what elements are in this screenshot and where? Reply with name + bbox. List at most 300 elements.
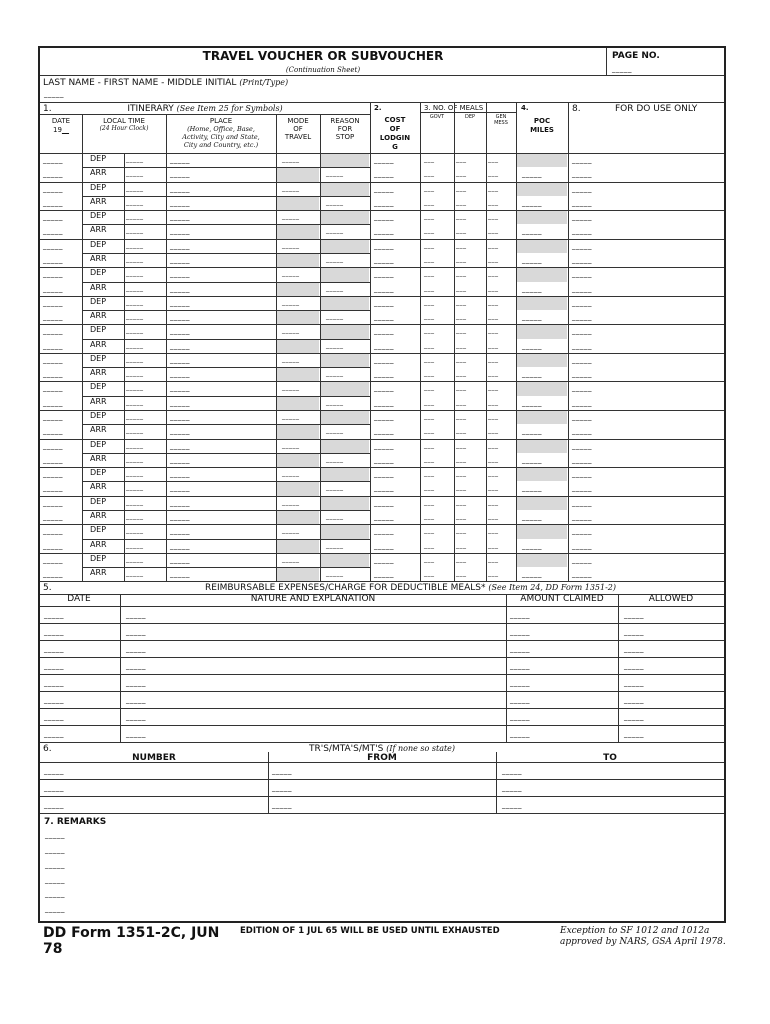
remarks-line[interactable]: _____	[45, 890, 65, 899]
date-field[interactable]: _____	[43, 455, 63, 464]
place-field[interactable]: _____	[170, 184, 190, 193]
date-field[interactable]: _____	[43, 413, 63, 422]
poc-miles-field[interactable]: _____	[522, 455, 542, 464]
mode-field[interactable]: _____	[282, 527, 300, 535]
mode-field[interactable]: _____	[282, 384, 300, 392]
poc-miles-field[interactable]: _____	[522, 341, 542, 350]
time-field[interactable]: _____	[126, 227, 144, 235]
lodging-cost-field[interactable]: _____	[374, 227, 394, 236]
lodging-cost-field[interactable]: _____	[374, 384, 394, 393]
place-field[interactable]: _____	[170, 455, 190, 464]
dod-field[interactable]: _____	[572, 470, 592, 479]
meals-gen-field[interactable]: ___	[488, 355, 499, 363]
date-field[interactable]: _____	[43, 270, 63, 279]
time-field[interactable]: _____	[126, 470, 144, 478]
meals-govt-field[interactable]: ___	[424, 284, 435, 292]
reason-field[interactable]: _____	[326, 570, 344, 578]
place-field[interactable]: _____	[170, 541, 190, 550]
reason-field[interactable]: _____	[326, 427, 344, 435]
place-field[interactable]: _____	[170, 327, 190, 336]
meals-dep-field[interactable]: ___	[456, 398, 467, 406]
dod-field[interactable]: _____	[572, 427, 592, 436]
dod-field[interactable]: _____	[572, 541, 592, 550]
date-field[interactable]: _____	[43, 527, 63, 536]
meals-gen-field[interactable]: ___	[488, 198, 499, 206]
dod-field[interactable]: _____	[572, 270, 592, 279]
lodging-cost-field[interactable]: _____	[374, 355, 394, 364]
place-field[interactable]: _____	[170, 241, 190, 250]
tr-to-field[interactable]: _____	[502, 784, 522, 793]
expense-date-field[interactable]: _____	[44, 645, 64, 654]
dod-field[interactable]: _____	[572, 455, 592, 464]
lodging-cost-field[interactable]: _____	[374, 555, 394, 564]
meals-gen-field[interactable]: ___	[488, 484, 499, 492]
reason-field[interactable]: _____	[326, 398, 344, 406]
expense-allowed-field[interactable]: _____	[624, 645, 644, 654]
dod-field[interactable]: _____	[572, 384, 592, 393]
dod-field[interactable]: _____	[572, 284, 592, 293]
meals-dep-field[interactable]: ___	[456, 241, 467, 249]
remarks-line[interactable]: _____	[45, 875, 65, 884]
expense-nature-field[interactable]: _____	[126, 611, 146, 620]
dod-field[interactable]: _____	[572, 355, 592, 364]
time-field[interactable]: _____	[126, 270, 144, 278]
meals-govt-field[interactable]: ___	[424, 384, 435, 392]
meals-govt-field[interactable]: ___	[424, 198, 435, 206]
time-field[interactable]: _____	[126, 255, 144, 263]
reason-field[interactable]: _____	[326, 313, 344, 321]
lodging-cost-field[interactable]: _____	[374, 327, 394, 336]
mode-field[interactable]: _____	[282, 413, 300, 421]
date-field[interactable]: _____	[43, 198, 63, 207]
meals-govt-field[interactable]: ___	[424, 427, 435, 435]
meals-dep-field[interactable]: ___	[456, 270, 467, 278]
mode-field[interactable]: _____	[282, 470, 300, 478]
time-field[interactable]: _____	[126, 170, 144, 178]
date-field[interactable]: _____	[43, 213, 63, 222]
meals-govt-field[interactable]: ___	[424, 370, 435, 378]
dod-field[interactable]: _____	[572, 527, 592, 536]
lodging-cost-field[interactable]: _____	[374, 570, 394, 579]
remarks-line[interactable]: _____	[45, 846, 65, 855]
time-field[interactable]: _____	[126, 198, 144, 206]
poc-miles-field[interactable]: _____	[522, 227, 542, 236]
mode-field[interactable]: _____	[282, 498, 300, 506]
dod-field[interactable]: _____	[572, 555, 592, 564]
place-field[interactable]: _____	[170, 384, 190, 393]
meals-gen-field[interactable]: ___	[488, 156, 499, 163]
time-field[interactable]: _____	[126, 370, 144, 378]
date-field[interactable]: _____	[43, 384, 63, 393]
poc-miles-field[interactable]: _____	[522, 398, 542, 407]
time-field[interactable]: _____	[126, 498, 144, 506]
place-field[interactable]: _____	[170, 255, 190, 264]
meals-govt-field[interactable]: ___	[424, 570, 435, 578]
lodging-cost-field[interactable]: _____	[374, 298, 394, 307]
lodging-cost-field[interactable]: _____	[374, 427, 394, 436]
meals-gen-field[interactable]: ___	[488, 441, 499, 449]
mode-field[interactable]: _____	[282, 298, 300, 306]
meals-dep-field[interactable]: ___	[456, 298, 467, 306]
time-field[interactable]: _____	[126, 527, 144, 535]
meals-gen-field[interactable]: ___	[488, 570, 499, 578]
place-field[interactable]: _____	[170, 441, 190, 450]
time-field[interactable]: _____	[126, 241, 144, 249]
meals-dep-field[interactable]: ___	[456, 470, 467, 478]
date-field[interactable]: _____	[43, 541, 63, 550]
lodging-cost-field[interactable]: _____	[374, 484, 394, 493]
meals-govt-field[interactable]: ___	[424, 541, 435, 549]
meals-dep-field[interactable]: ___	[456, 370, 467, 378]
remarks-line[interactable]: _____	[45, 904, 65, 913]
date-field[interactable]: _____	[43, 156, 63, 164]
date-field[interactable]: _____	[43, 184, 63, 193]
meals-govt-field[interactable]: ___	[424, 184, 435, 192]
date-field[interactable]: _____	[43, 484, 63, 493]
time-field[interactable]: _____	[126, 427, 144, 435]
lodging-cost-field[interactable]: _____	[374, 498, 394, 507]
meals-dep-field[interactable]: ___	[456, 441, 467, 449]
meals-gen-field[interactable]: ___	[488, 513, 499, 520]
expense-amount-field[interactable]: _____	[510, 645, 530, 654]
lodging-cost-field[interactable]: _____	[374, 441, 394, 450]
time-field[interactable]: _____	[126, 184, 144, 192]
meals-govt-field[interactable]: ___	[424, 270, 435, 278]
meals-dep-field[interactable]: ___	[456, 313, 467, 321]
tr-from-field[interactable]: _____	[272, 784, 292, 793]
date-field[interactable]: _____	[43, 298, 63, 307]
lodging-cost-field[interactable]: _____	[374, 255, 394, 264]
meals-dep-field[interactable]: ___	[456, 227, 467, 235]
meals-gen-field[interactable]: ___	[488, 327, 499, 335]
place-field[interactable]: _____	[170, 284, 190, 293]
lodging-cost-field[interactable]: _____	[374, 313, 394, 322]
meals-govt-field[interactable]: ___	[424, 513, 435, 520]
date-field[interactable]: _____	[43, 470, 63, 479]
page-no-field[interactable]: _____	[612, 65, 632, 73]
dod-field[interactable]: _____	[572, 255, 592, 264]
time-field[interactable]: _____	[126, 156, 144, 163]
name-field[interactable]: _____	[44, 90, 64, 98]
dod-field[interactable]: _____	[572, 298, 592, 307]
mode-field[interactable]: _____	[282, 184, 300, 192]
lodging-cost-field[interactable]: _____	[374, 470, 394, 479]
meals-gen-field[interactable]: ___	[488, 341, 499, 349]
dod-field[interactable]: _____	[572, 398, 592, 407]
poc-miles-field[interactable]: _____	[522, 570, 542, 579]
place-field[interactable]: _____	[170, 484, 190, 493]
meals-dep-field[interactable]: ___	[456, 455, 467, 463]
time-field[interactable]: _____	[126, 455, 144, 463]
meals-gen-field[interactable]: ___	[488, 541, 499, 549]
meals-dep-field[interactable]: ___	[456, 284, 467, 292]
expense-amount-field[interactable]: _____	[510, 611, 530, 620]
dod-field[interactable]: _____	[572, 413, 592, 422]
date-field[interactable]: _____	[43, 513, 63, 521]
meals-dep-field[interactable]: ___	[456, 170, 467, 178]
place-field[interactable]: _____	[170, 313, 190, 322]
dod-field[interactable]: _____	[572, 327, 592, 336]
meals-govt-field[interactable]: ___	[424, 484, 435, 492]
lodging-cost-field[interactable]: _____	[374, 398, 394, 407]
date-field[interactable]: _____	[43, 441, 63, 450]
place-field[interactable]: _____	[170, 341, 190, 350]
meals-dep-field[interactable]: ___	[456, 341, 467, 349]
date-field[interactable]: _____	[43, 427, 63, 436]
meals-dep-field[interactable]: ___	[456, 384, 467, 392]
poc-miles-field[interactable]: _____	[522, 198, 542, 207]
remarks-line[interactable]: _____	[45, 860, 65, 869]
tr-from-field[interactable]: _____	[272, 767, 292, 776]
place-field[interactable]: _____	[170, 213, 190, 222]
tr-from-field[interactable]: _____	[272, 801, 292, 810]
mode-field[interactable]: _____	[282, 241, 300, 249]
poc-miles-field[interactable]: _____	[522, 170, 542, 179]
meals-dep-field[interactable]: ___	[456, 413, 467, 421]
expense-amount-field[interactable]: _____	[510, 662, 530, 671]
meals-dep-field[interactable]: ___	[456, 184, 467, 192]
meals-govt-field[interactable]: ___	[424, 527, 435, 535]
dod-field[interactable]: _____	[572, 570, 592, 579]
reason-field[interactable]: _____	[326, 284, 344, 292]
expense-allowed-field[interactable]: _____	[624, 730, 644, 739]
place-field[interactable]: _____	[170, 427, 190, 436]
meals-govt-field[interactable]: ___	[424, 213, 435, 221]
place-field[interactable]: _____	[170, 398, 190, 407]
meals-dep-field[interactable]: ___	[456, 427, 467, 435]
meals-gen-field[interactable]: ___	[488, 170, 499, 178]
meals-govt-field[interactable]: ___	[424, 441, 435, 449]
place-field[interactable]: _____	[170, 370, 190, 379]
place-field[interactable]: _____	[170, 270, 190, 279]
meals-govt-field[interactable]: ___	[424, 398, 435, 406]
time-field[interactable]: _____	[126, 570, 144, 578]
place-field[interactable]: _____	[170, 498, 190, 507]
meals-govt-field[interactable]: ___	[424, 156, 435, 163]
meals-dep-field[interactable]: ___	[456, 570, 467, 578]
expense-date-field[interactable]: _____	[44, 628, 64, 637]
meals-dep-field[interactable]: ___	[456, 198, 467, 206]
meals-gen-field[interactable]: ___	[488, 370, 499, 378]
time-field[interactable]: _____	[126, 313, 144, 321]
time-field[interactable]: _____	[126, 513, 144, 520]
reason-field[interactable]: _____	[326, 255, 344, 263]
lodging-cost-field[interactable]: _____	[374, 156, 394, 164]
expense-nature-field[interactable]: _____	[126, 662, 146, 671]
place-field[interactable]: _____	[170, 156, 190, 164]
time-field[interactable]: _____	[126, 284, 144, 292]
date-field[interactable]: _____	[43, 341, 63, 350]
meals-govt-field[interactable]: ___	[424, 241, 435, 249]
mode-field[interactable]: _____	[282, 156, 300, 163]
dod-field[interactable]: _____	[572, 313, 592, 322]
meals-gen-field[interactable]: ___	[488, 298, 499, 306]
reason-field[interactable]: _____	[326, 198, 344, 206]
meals-gen-field[interactable]: ___	[488, 427, 499, 435]
lodging-cost-field[interactable]: _____	[374, 241, 394, 250]
dod-field[interactable]: _____	[572, 227, 592, 236]
reason-field[interactable]: _____	[326, 541, 344, 549]
meals-govt-field[interactable]: ___	[424, 255, 435, 263]
lodging-cost-field[interactable]: _____	[374, 213, 394, 222]
dod-field[interactable]: _____	[572, 170, 592, 179]
expense-nature-field[interactable]: _____	[126, 730, 146, 739]
meals-gen-field[interactable]: ___	[488, 227, 499, 235]
expense-nature-field[interactable]: _____	[126, 679, 146, 688]
date-field[interactable]: _____	[43, 398, 63, 407]
poc-miles-field[interactable]: _____	[522, 427, 542, 436]
expense-amount-field[interactable]: _____	[510, 679, 530, 688]
place-field[interactable]: _____	[170, 570, 190, 579]
place-field[interactable]: _____	[170, 470, 190, 479]
place-field[interactable]: _____	[170, 198, 190, 207]
place-field[interactable]: _____	[170, 298, 190, 307]
poc-miles-field[interactable]: _____	[522, 313, 542, 322]
poc-miles-field[interactable]: _____	[522, 284, 542, 293]
expense-allowed-field[interactable]: _____	[624, 628, 644, 637]
meals-gen-field[interactable]: ___	[488, 498, 499, 506]
time-field[interactable]: _____	[126, 341, 144, 349]
lodging-cost-field[interactable]: _____	[374, 170, 394, 179]
date-field[interactable]: _____	[43, 241, 63, 250]
date-field[interactable]: _____	[43, 370, 63, 379]
tr-to-field[interactable]: _____	[502, 767, 522, 776]
place-field[interactable]: _____	[170, 413, 190, 422]
expense-date-field[interactable]: _____	[44, 713, 64, 722]
date-field[interactable]: _____	[43, 284, 63, 293]
time-field[interactable]: _____	[126, 541, 144, 549]
date-field[interactable]: _____	[43, 327, 63, 336]
lodging-cost-field[interactable]: _____	[374, 270, 394, 279]
place-field[interactable]: _____	[170, 513, 190, 521]
expense-amount-field[interactable]: _____	[510, 730, 530, 739]
dod-field[interactable]: _____	[572, 213, 592, 222]
lodging-cost-field[interactable]: _____	[374, 284, 394, 293]
reason-field[interactable]: _____	[326, 513, 344, 520]
meals-dep-field[interactable]: ___	[456, 355, 467, 363]
meals-dep-field[interactable]: ___	[456, 513, 467, 520]
meals-dep-field[interactable]: ___	[456, 555, 467, 563]
meals-dep-field[interactable]: ___	[456, 156, 467, 163]
meals-govt-field[interactable]: ___	[424, 355, 435, 363]
mode-field[interactable]: _____	[282, 441, 300, 449]
meals-gen-field[interactable]: ___	[488, 241, 499, 249]
meals-gen-field[interactable]: ___	[488, 284, 499, 292]
expense-allowed-field[interactable]: _____	[624, 662, 644, 671]
mode-field[interactable]: _____	[282, 355, 300, 363]
time-field[interactable]: _____	[126, 555, 144, 563]
lodging-cost-field[interactable]: _____	[374, 541, 394, 550]
dod-field[interactable]: _____	[572, 241, 592, 250]
meals-gen-field[interactable]: ___	[488, 527, 499, 535]
place-field[interactable]: _____	[170, 355, 190, 364]
meals-govt-field[interactable]: ___	[424, 413, 435, 421]
reason-field[interactable]: _____	[326, 455, 344, 463]
meals-dep-field[interactable]: ___	[456, 327, 467, 335]
date-field[interactable]: _____	[43, 255, 63, 264]
expense-allowed-field[interactable]: _____	[624, 696, 644, 705]
meals-gen-field[interactable]: ___	[488, 213, 499, 221]
meals-dep-field[interactable]: ___	[456, 527, 467, 535]
date-field[interactable]: _____	[43, 313, 63, 322]
expense-nature-field[interactable]: _____	[126, 696, 146, 705]
meals-gen-field[interactable]: ___	[488, 555, 499, 563]
tr-number-field[interactable]: _____	[44, 767, 64, 776]
date-field[interactable]: _____	[43, 227, 63, 236]
lodging-cost-field[interactable]: _____	[374, 370, 394, 379]
meals-govt-field[interactable]: ___	[424, 327, 435, 335]
time-field[interactable]: _____	[126, 384, 144, 392]
expense-amount-field[interactable]: _____	[510, 696, 530, 705]
dod-field[interactable]: _____	[572, 341, 592, 350]
expense-date-field[interactable]: _____	[44, 679, 64, 688]
meals-gen-field[interactable]: ___	[488, 255, 499, 263]
time-field[interactable]: _____	[126, 355, 144, 363]
time-field[interactable]: _____	[126, 298, 144, 306]
meals-dep-field[interactable]: ___	[456, 213, 467, 221]
meals-dep-field[interactable]: ___	[456, 541, 467, 549]
expense-nature-field[interactable]: _____	[126, 713, 146, 722]
expense-nature-field[interactable]: _____	[126, 645, 146, 654]
dod-field[interactable]: _____	[572, 441, 592, 450]
lodging-cost-field[interactable]: _____	[374, 527, 394, 536]
date-field[interactable]: _____	[43, 555, 63, 564]
lodging-cost-field[interactable]: _____	[374, 341, 394, 350]
meals-govt-field[interactable]: ___	[424, 498, 435, 506]
time-field[interactable]: _____	[126, 213, 144, 221]
expense-amount-field[interactable]: _____	[510, 713, 530, 722]
dod-field[interactable]: _____	[572, 198, 592, 207]
expense-allowed-field[interactable]: _____	[624, 713, 644, 722]
meals-gen-field[interactable]: ___	[488, 184, 499, 192]
mode-field[interactable]: _____	[282, 270, 300, 278]
expense-date-field[interactable]: _____	[44, 611, 64, 620]
meals-gen-field[interactable]: ___	[488, 413, 499, 421]
expense-date-field[interactable]: _____	[44, 730, 64, 739]
reason-field[interactable]: _____	[326, 170, 344, 178]
expense-allowed-field[interactable]: _____	[624, 611, 644, 620]
dod-field[interactable]: _____	[572, 484, 592, 493]
meals-gen-field[interactable]: ___	[488, 470, 499, 478]
meals-gen-field[interactable]: ___	[488, 398, 499, 406]
mode-field[interactable]: _____	[282, 327, 300, 335]
meals-govt-field[interactable]: ___	[424, 298, 435, 306]
meals-gen-field[interactable]: ___	[488, 455, 499, 463]
date-field[interactable]: _____	[43, 170, 63, 179]
meals-govt-field[interactable]: ___	[424, 455, 435, 463]
meals-govt-field[interactable]: ___	[424, 227, 435, 235]
expense-amount-field[interactable]: _____	[510, 628, 530, 637]
reason-field[interactable]: _____	[326, 341, 344, 349]
time-field[interactable]: _____	[126, 413, 144, 421]
meals-dep-field[interactable]: ___	[456, 498, 467, 506]
reason-field[interactable]: _____	[326, 227, 344, 235]
place-field[interactable]: _____	[170, 170, 190, 179]
dod-field[interactable]: _____	[572, 184, 592, 193]
lodging-cost-field[interactable]: _____	[374, 184, 394, 193]
time-field[interactable]: _____	[126, 327, 144, 335]
reason-field[interactable]: _____	[326, 370, 344, 378]
date-field[interactable]: _____	[43, 498, 63, 507]
meals-dep-field[interactable]: ___	[456, 484, 467, 492]
lodging-cost-field[interactable]: _____	[374, 455, 394, 464]
meals-govt-field[interactable]: ___	[424, 170, 435, 178]
mode-field[interactable]: _____	[282, 213, 300, 221]
dod-field[interactable]: _____	[572, 513, 592, 521]
poc-miles-field[interactable]: _____	[522, 255, 542, 264]
place-field[interactable]: _____	[170, 527, 190, 536]
meals-govt-field[interactable]: ___	[424, 470, 435, 478]
